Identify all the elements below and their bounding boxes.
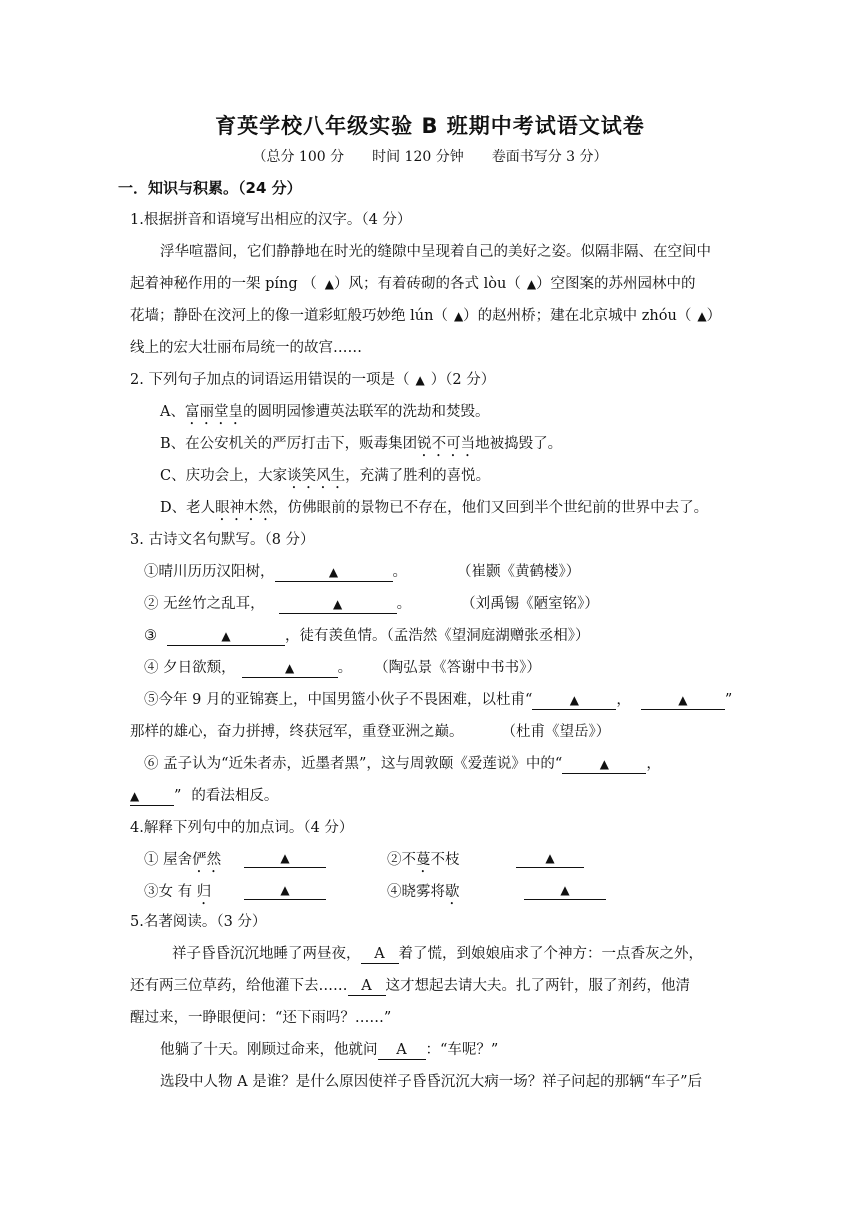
q4-text: ④晓雾将 [387, 884, 445, 900]
blank-mark: ▲ [221, 629, 231, 643]
q3-line [144, 690, 732, 710]
answer-blank[interactable] [641, 691, 725, 710]
answer-blank[interactable] [562, 755, 646, 774]
dotted-word: 蔓 [416, 852, 431, 868]
blank-mark: ▲ [130, 789, 140, 803]
q3-text: ， [616, 692, 631, 708]
q5-text: 他躺了十天。刚顾过命来，他就问 [160, 1042, 378, 1058]
q5-text: ：“车呢？” [425, 1042, 499, 1058]
q2-option-b [160, 434, 562, 460]
q1-text: 起着神秘作用的一架 píng （ [130, 276, 317, 292]
q4-text: ③女 有 [144, 884, 197, 900]
option-label: A、 [160, 404, 185, 420]
q3-line [144, 658, 541, 678]
blank-mark: ▲ [697, 309, 707, 323]
answer-blank[interactable] [130, 787, 174, 806]
q5-passage-line [130, 976, 690, 996]
dotted-word: 眼神木然 [215, 500, 274, 516]
blank-mark: ▲ [545, 851, 555, 865]
answer-blank[interactable] [167, 627, 285, 646]
q3-text: ①晴川历历汉阳树， [144, 564, 275, 580]
q3-line [144, 754, 661, 774]
q5-text: 还有两三位草药，给他灌下去…… [130, 978, 348, 994]
blank-letter: A [361, 978, 372, 994]
answer-blank[interactable] [242, 659, 338, 678]
q3-text: ⑤今年 9 月的亚锦赛上，中国男篮小伙子不畏困难，以杜甫“ [144, 692, 533, 708]
blank-mark: ▲ [280, 883, 290, 897]
dotted-word: 歇 [445, 884, 460, 900]
q3-source: （陶弘景《答谢中书书》） [374, 660, 541, 676]
q5-passage-line [172, 944, 703, 964]
q4-text: ②不 [387, 852, 416, 868]
dotted-word: 锐不可当 [417, 436, 476, 452]
q1-passage-line [130, 274, 696, 294]
dotted-word: 富丽堂皇 [184, 404, 243, 420]
q3-text: 。 [392, 564, 407, 580]
q4-text: ① 屋舍 [144, 852, 193, 868]
q5-text: 着了慌，到娘娘庙求了个神方：一点香灰之外， [398, 946, 703, 962]
q3-text: ， [646, 756, 661, 772]
blank-letter: A [396, 1042, 407, 1058]
q5-text: 祥子昏昏沉沉地睡了两昼夜， [172, 946, 361, 962]
blank-mark: ▲ [328, 565, 339, 579]
option-text: C、庆功会上，大家 [160, 468, 288, 484]
q3-source: （杜甫《望岳》） [501, 724, 611, 740]
q5-passage-line [160, 1040, 498, 1060]
q2-option-a [160, 402, 489, 428]
q1-text: ）的赵州桥；建在北京城中 zhóu（ [463, 308, 692, 324]
q3-line [144, 594, 599, 614]
option-text: D、老人 [160, 500, 216, 516]
option-text: 地被捣毁了。 [475, 436, 563, 452]
answer-blank[interactable] [275, 563, 393, 582]
blank-mark: ▲ [526, 277, 537, 291]
subtitle-writing: 卷面书写分 3 分） [491, 149, 608, 165]
blank-mark: ▲ [678, 693, 688, 707]
subtitle-total: （总分 100 分 [252, 149, 345, 165]
q3-text: 那样的雄心，奋力拼搏，终获冠军，重登亚洲之巅。 [130, 724, 464, 740]
q1-text: ）空图案的苏州园林中的 [536, 276, 696, 292]
dotted-word: 谈笑风生 [287, 468, 346, 484]
option-text: ，充满了胜利的喜悦。 [345, 468, 491, 484]
q4-item-3 [144, 882, 211, 908]
q2-text: ）（2 分） [430, 372, 496, 388]
q2-text: 2. 下列句子加点的词语运用错误的一项是（ [130, 372, 410, 388]
q3-source: （崔颢《黄鹤楼》） [457, 564, 581, 580]
option-text: ，仿佛眼前的景物已不存在，他们又回到半个世纪前的世界中去了。 [273, 500, 709, 516]
blank-mark: ▲ [332, 597, 343, 611]
q3-line [144, 562, 580, 582]
q1-text: ） [706, 308, 722, 324]
q3-text: ② 无丝竹之乱耳， [144, 596, 265, 612]
exam-title: 育英学校八年级实验 B 班期中考试语文试卷 [215, 114, 645, 138]
q2-option-d [160, 498, 708, 524]
q1-text: ）风；有着砖砌的各式 lòu（ [334, 276, 521, 292]
blank-mark: ▲ [324, 277, 334, 291]
q3-stem: 3. 古诗文名句默写。（8 分） [130, 532, 315, 548]
q3-text: ” [174, 788, 182, 804]
q1-passage-line: 线上的宏大壮丽布局统一的故宫…… [130, 340, 362, 356]
exam-subtitle [0, 146, 860, 166]
q2-stem [130, 370, 495, 390]
q3-line [130, 722, 610, 742]
dotted-word: 归 [196, 884, 212, 900]
q3-text: ” [724, 692, 733, 708]
answer-blank[interactable] [524, 880, 606, 900]
blank-mark: ▲ [284, 661, 295, 675]
q1-passage-line: 浮华喧嚣间，它们静静地在时光的缝隙中呈现着自己的美好之姿。似隔非隔、在空间中 [160, 244, 711, 260]
q1-text: 花墙；静卧在洨河上的像一道彩虹般巧妙绝 lún（ [130, 308, 448, 324]
blank-mark: ▲ [453, 309, 464, 323]
q3-text: 的看法相反。 [191, 788, 279, 804]
answer-blank[interactable] [348, 977, 386, 996]
q4-item-4 [387, 882, 460, 908]
answer-blank[interactable] [516, 848, 584, 868]
answer-blank[interactable] [279, 595, 397, 614]
q4-stem: 4.解释下列句中的加点词。（4 分） [130, 820, 354, 836]
blank-mark: ▲ [569, 693, 579, 707]
q2-option-c [160, 466, 490, 492]
section-heading: 一．知识与积累。（24 分） [118, 179, 302, 197]
q3-text: ⑥ 孟子认为“近朱者赤，近墨者黑”，这与周敦颐《爱莲说》中的“ [144, 756, 563, 772]
subtitle-time: 时间 120 分钟 [372, 149, 464, 165]
q3-text: 。 [396, 596, 412, 612]
q3-text: 。 [337, 660, 353, 676]
dotted-word: 俨然 [192, 852, 222, 868]
answer-blank[interactable] [361, 945, 399, 964]
answer-blank[interactable] [244, 880, 326, 900]
q5-text: 这才想起去请大夫。扎了两针，服了剂药，他清 [385, 978, 690, 994]
blank-mark: ▲ [280, 851, 290, 865]
q3-text: ③ [144, 628, 157, 644]
q4-item-2 [387, 850, 460, 876]
answer-blank[interactable] [532, 691, 616, 710]
q3-source: （刘禹锡《陋室铭》） [461, 596, 599, 612]
q5-passage-line: 选段中人物 A 是谁？是什么原因使祥子昏昏沉沉大病一场？祥子问起的那辆“车子”后 [160, 1074, 703, 1090]
blank-mark: ▲ [415, 373, 425, 387]
q5-passage-line: 醒过来，一睁眼便问：“还下雨吗？……” [130, 1010, 392, 1026]
q3-text: ④ 夕日欲颓， [144, 660, 236, 676]
answer-blank[interactable] [244, 848, 326, 868]
option-text: 的圆明园惨遭英法联军的洗劫和焚毁。 [242, 404, 490, 420]
q1-passage-line [130, 306, 721, 326]
q4-text: 不枝 [430, 852, 460, 868]
option-text: B、在公安机关的严厉打击下，贩毒集团 [160, 436, 418, 452]
q5-stem: 5.名著阅读。（3 分） [130, 914, 267, 930]
q3-text: ，徒有羡鱼情。（孟浩然《望洞庭湖赠张丞相》） [285, 628, 590, 644]
q4-item-1 [144, 850, 221, 876]
q3-line [144, 626, 590, 646]
blank-mark: ▲ [599, 757, 609, 771]
blank-mark: ▲ [560, 883, 570, 897]
blank-letter: A [374, 946, 385, 962]
answer-blank[interactable] [378, 1041, 426, 1060]
q1-stem: 1.根据拼音和语境写出相应的汉字。（4 分） [130, 212, 412, 228]
q3-line [130, 786, 278, 806]
